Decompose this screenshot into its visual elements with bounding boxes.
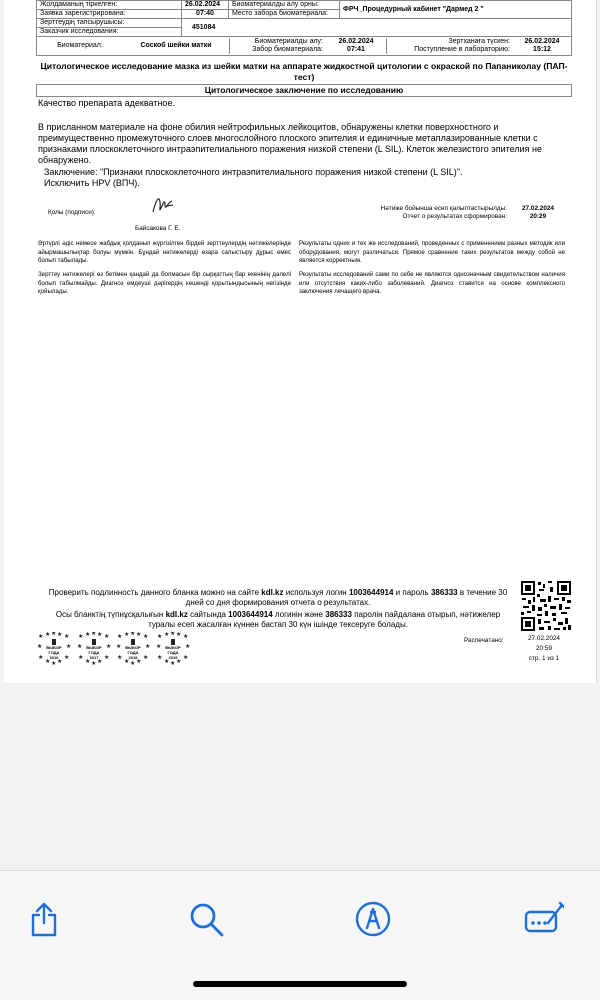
customer-label-kz: Зерттеудің тапсырушысы:: [37, 19, 182, 28]
bio-label: Биоматериал:: [57, 42, 103, 49]
badge-top-text: ВЫБОР: [125, 645, 141, 650]
svg-text:★: ★: [91, 632, 97, 637]
reg-time: 07:40: [182, 10, 229, 19]
document-page: [4, 0, 597, 683]
header-table: [36, 0, 572, 56]
search-icon[interactable]: [186, 899, 226, 939]
svg-text:★: ★: [106, 643, 112, 650]
svg-text:★: ★: [117, 633, 123, 640]
svg-text:★: ★: [78, 633, 84, 640]
quality-text: Качество препарата адекватное.: [38, 98, 175, 108]
award-badge: [115, 632, 151, 666]
verify-ru-b: используя логин: [285, 588, 347, 597]
badge-top-text: ВЫБОР: [165, 645, 181, 650]
verify-kz-b: сайтында: [190, 610, 226, 619]
svg-text:★: ★: [176, 658, 182, 665]
badge-mid-text: ГОДА: [48, 650, 60, 655]
svg-text:★: ★: [104, 654, 110, 661]
verify-ru-c: и пароль: [395, 588, 429, 597]
reg-date: 26.02.2024: [182, 1, 229, 10]
svg-text:★: ★: [157, 654, 163, 661]
customer-value: 451084: [182, 19, 572, 37]
markup-icon[interactable]: [353, 899, 393, 939]
collect-date: 26.02.2024: [326, 38, 387, 46]
place-label-kz: Биоматериалды алу орны:: [229, 1, 340, 10]
svg-text:★: ★: [38, 654, 44, 661]
svg-text:★: ★: [64, 654, 70, 661]
svg-text:★: ★: [164, 632, 170, 638]
verify-kz-pass: 386333: [325, 610, 352, 619]
conclusion-header: Цитологическое заключение по исследованию: [36, 84, 572, 97]
badge-mid-text: ГОДА: [127, 650, 139, 655]
svg-text:★: ★: [57, 632, 63, 638]
badge-year-text: 2019: [168, 655, 178, 660]
svg-text:★: ★: [45, 658, 51, 665]
svg-text:★: ★: [183, 654, 189, 661]
svg-text:★: ★: [145, 643, 151, 650]
bottom-toolbar: [0, 870, 600, 1000]
svg-text:★: ★: [38, 633, 44, 640]
conclusion-text: Заключение: "Признаки плоскоклеточного интраэпителиального поражения низкой степени (L SIL)".: [44, 167, 463, 177]
description-text: В присланном материале на фоне обилия нейтрофильных лейкоцитов, обнаружены клетки поверхностного и преимущественно промежуточного слоев многослойного плоского эпителия и единичные метаплазированные клетки с признаками плоскоклеточного интраэпителиального поражения низкой степени (L SIL). Клеток железистого эпителия не обнаружено.: [38, 122, 542, 165]
disclaimer-kz-1: Әртүрлі әдіс немесе жабдық қолданып жүргізілген бірдей зерттеулердің нәтижелерінде айырмашылықтар болуы мүмкін. Бұндай нәтижелерді өзара салыстыру дұрыс емес болып табылады.: [38, 240, 291, 264]
collect-label-kz: Биоматериалды алу:: [254, 38, 323, 45]
svg-text:★: ★: [170, 660, 176, 666]
verify-kz-site: kdl.kz: [165, 610, 188, 619]
badge-top-text: ВЫБОР: [86, 645, 102, 650]
verify-ru-site: kdl.kz: [261, 588, 284, 597]
place-label-ru: Место забора биоматериала:: [229, 10, 340, 19]
svg-text:★: ★: [78, 654, 84, 661]
svg-text:★: ★: [143, 633, 149, 640]
disclaimer-ru-2: Результаты исследований сами по себе не являются однозначным свидетельством наличия или отсутствия каких-либо заболеваний. Диагноз ставится на основе комплексного заключения лечащего врача.: [299, 271, 565, 295]
svg-text:★: ★: [57, 658, 63, 665]
svg-text:★: ★: [157, 633, 163, 640]
svg-text:★: ★: [156, 643, 162, 650]
svg-text:★: ★: [185, 643, 191, 650]
reg-label-kz: Жолдаманың тіркелген:: [37, 1, 182, 10]
svg-text:★: ★: [64, 633, 70, 640]
verify-ru-d: в течение 30 дней со дня формирования отчета о результатах.: [185, 588, 508, 607]
verify-ru-a: Проверить подлинность данного бланка можно на сайте: [48, 588, 260, 597]
award-badge: [155, 632, 191, 666]
lab-time: 15:12: [533, 46, 551, 53]
badge-year-text: 2016: [49, 655, 59, 660]
verify-kz-c: логинін және: [274, 610, 324, 619]
share-icon[interactable]: [24, 899, 64, 939]
collect-label-ru: Забор биоматериала:: [252, 46, 323, 53]
svg-text:★: ★: [104, 633, 110, 640]
svg-text:★: ★: [66, 643, 72, 650]
svg-text:★: ★: [136, 632, 142, 638]
svg-text:★: ★: [130, 632, 136, 637]
svg-text:★: ★: [170, 632, 176, 637]
hpv-text: Исключить HPV (ВПЧ).: [44, 178, 140, 188]
home-indicator[interactable]: [193, 981, 407, 987]
svg-text:★: ★: [124, 632, 130, 638]
badge-top-text: ВЫБОР: [46, 645, 62, 650]
lab-date: 26.02.2024: [524, 38, 560, 45]
badge-mid-text: ГОДА: [88, 650, 100, 655]
svg-text:★: ★: [130, 660, 136, 666]
bio-value: Соскоб шейки матки: [123, 38, 230, 54]
svg-text:★: ★: [116, 643, 122, 650]
award-badge: [36, 632, 72, 666]
svg-text:★: ★: [85, 658, 91, 665]
svg-text:★: ★: [51, 632, 57, 637]
verify-ru-pass: 386333: [430, 588, 458, 597]
printed-time: 20:59: [536, 645, 552, 652]
svg-text:★: ★: [51, 660, 57, 666]
verify-kz: [48, 610, 508, 630]
svg-text:★: ★: [136, 658, 142, 665]
printed-label: Распечатано:: [464, 637, 504, 644]
svg-text:★: ★: [117, 654, 123, 661]
lab-label-ru: Поступление в лабораторию:: [414, 46, 510, 53]
printed-date: 27.02.2024: [528, 635, 560, 642]
signature-label: Қолы (подписи):: [48, 209, 96, 216]
svg-text:★: ★: [124, 658, 130, 665]
svg-text:★: ★: [77, 643, 83, 650]
place-value: ФРЧ_Процедурный кабинет "Дармед 2 ": [340, 1, 572, 19]
reg-label-ru: Заявка зарегистрирована:: [37, 10, 182, 19]
disclaimer-kz-2: Зерттеу нәтижелері өз бетімен қандай да болмасын бір сырқаттың бар екенінің дәлелі болып табылмайды. Диагноз емдеуші дәрігердің кешенді қорытындысының негізінде қойылады.: [38, 271, 291, 295]
verify-kz-d: паролін пайдалана отырып, нәтижелер туралы есеп жасалған күннен бастап 30 күн ішінде тексеруге болады.: [148, 610, 501, 629]
badge-mid-text: ГОДА: [167, 650, 179, 655]
disclaimer-ru-1: Результаты одних и тех же исследований, проведенных с применением разных методик или оборудования, могут различаться. Прямое сравнение таких результатов между собой не является корректным.: [299, 240, 565, 264]
svg-text:★: ★: [85, 632, 91, 638]
report-label-ru: Отчет о результатах сформирован:: [402, 213, 507, 220]
award-badge: [76, 632, 112, 666]
svg-text:★: ★: [45, 632, 51, 638]
report-date: 27.02.2024: [522, 205, 554, 212]
verify-ru-login: 1003644914: [348, 588, 394, 597]
svg-text:★: ★: [37, 643, 43, 650]
page-number: стр. 1 из 1: [528, 655, 560, 662]
svg-text:★: ★: [91, 660, 97, 666]
collect-time: 07:41: [326, 46, 387, 54]
report-label-kz: Нәтиже бойынша есеп қалыптастырылды:: [380, 205, 507, 212]
svg-text:★: ★: [164, 658, 170, 665]
customer-label-ru: Заказчик исследования:: [37, 28, 182, 37]
svg-text:★: ★: [97, 658, 103, 665]
verify-ru: [40, 588, 516, 608]
report-title: Цитологическое исследование мазка из шейки матки на аппарате жидкостной цитологии с окраской по Папаниколау (ПАП-тест): [40, 61, 568, 82]
verify-kz-a: Осы бланктің түпнұсқалығын: [55, 610, 164, 619]
edit-icon[interactable]: [524, 899, 564, 939]
qr-code-icon: [520, 580, 572, 632]
svg-text:★: ★: [176, 632, 182, 638]
badge-year-text: 2018: [128, 655, 138, 660]
verify-kz-login: 1003644914: [228, 610, 273, 619]
report-time: 20:29: [529, 213, 547, 220]
svg-text:★: ★: [97, 632, 103, 638]
signature-name: Байсакова Г. Е.: [135, 225, 181, 232]
lab-label-kz: Зертханаға түскен:: [448, 38, 510, 45]
svg-text:★: ★: [183, 633, 189, 640]
svg-text:★: ★: [143, 654, 149, 661]
signature-image: [150, 192, 176, 218]
badge-year-text: 2017: [89, 655, 99, 660]
